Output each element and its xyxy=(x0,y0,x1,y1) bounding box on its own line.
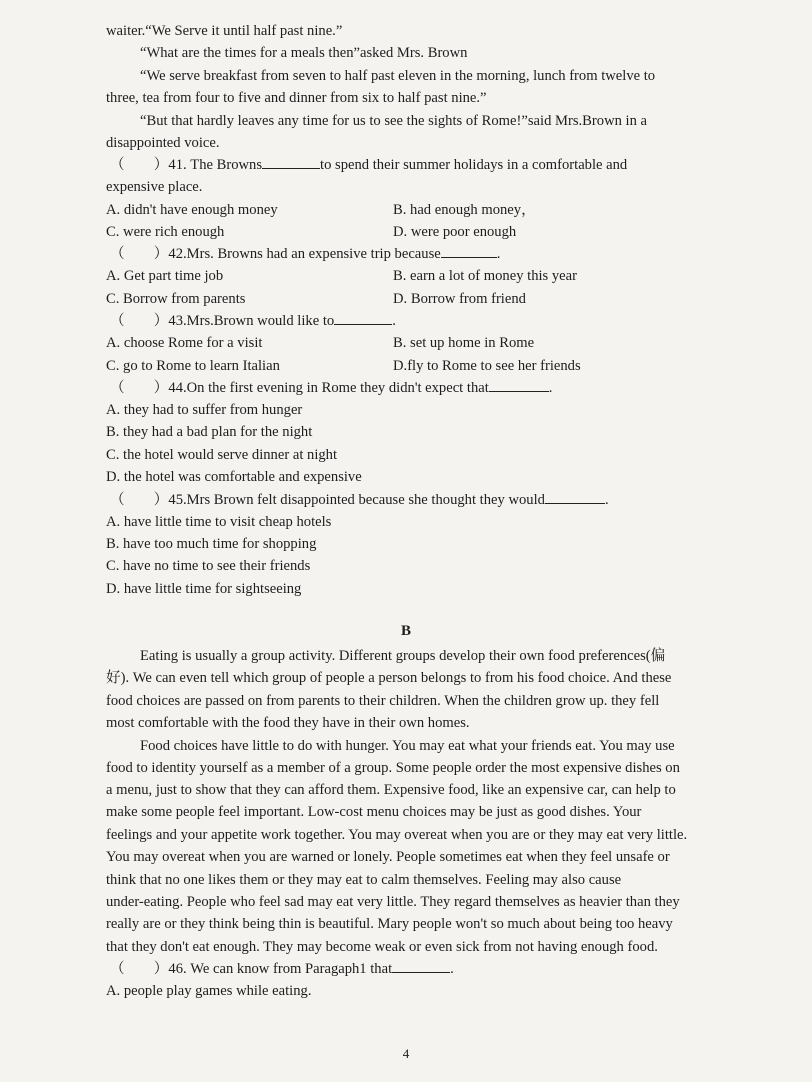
passage-b-line: really are or they think being thin is beautiful. Mary people won't so much about being too heavy xyxy=(106,916,673,932)
option-b: B. they had a bad plan for the night xyxy=(106,424,313,440)
answer-blank xyxy=(545,490,605,504)
question-44-stem: （ ）44.On the first evening in Rome they didn't expect that . xyxy=(110,380,553,396)
passage-b-line: feelings and your appetite work together. You may overeat when you are or they may eat very little. xyxy=(106,827,688,843)
answer-paren[interactable]: （ ） xyxy=(110,380,169,396)
passage-a-line: three, tea from four to five and dinner from six to half past nine.” xyxy=(106,90,487,106)
answer-blank xyxy=(489,378,549,392)
passage-b-line: Eating is usually a group activity. Different groups develop their own food preferences(偏 xyxy=(140,648,666,664)
option-d: D. the hotel was comfortable and expensive xyxy=(106,469,362,485)
answer-paren[interactable]: （ ） xyxy=(110,961,169,977)
option-d: D.fly to Rome to see her friends xyxy=(393,358,581,374)
question-43-stem: （ ）43.Mrs.Brown would like to . xyxy=(110,313,396,329)
passage-b-line: under-eating. People who feel sad may eat very little. They regard themselves as heavier than they xyxy=(106,894,680,910)
option-a: A. Get part time job xyxy=(106,268,224,284)
option-b: B. set up home in Rome xyxy=(393,335,535,351)
section-heading: B xyxy=(400,623,411,639)
option-c: C. have no time to see their friends xyxy=(106,558,311,574)
passage-a-line: “But that hardly leaves any time for us to see the sights of Rome!”said Mrs.Brown in a xyxy=(140,113,648,129)
passage-a-line: waiter.“We Serve it until half past nine.” xyxy=(106,23,343,39)
answer-blank xyxy=(334,311,392,325)
passage-a-line: “What are the times for a meals then”asked Mrs. Brown xyxy=(140,45,468,61)
option-a: A. have little time to visit cheap hotels xyxy=(106,514,332,530)
answer-blank xyxy=(392,959,450,973)
question-42-stem: （ ）42.Mrs. Browns had an expensive trip because . xyxy=(110,246,501,262)
option-a: A. they had to suffer from hunger xyxy=(106,402,303,418)
option-d: D. were poor enough xyxy=(393,224,517,240)
passage-a-line: “We serve breakfast from seven to half past eleven in the morning, lunch from twelve to xyxy=(140,68,656,84)
answer-paren[interactable]: （ ） xyxy=(110,313,169,329)
answer-paren[interactable]: （ ） xyxy=(110,246,169,262)
page-number: 4 xyxy=(402,1046,410,1061)
passage-b-line: food choices are passed on from parents to their children. When the children grow up. they fell xyxy=(106,693,660,709)
passage-b-line: You may overeat when you are warned or lonely. People sometimes eat when they feel unsafe or xyxy=(106,849,670,865)
passage-b-line: a menu, just to show that they can afford them. Expensive food, like an expensive car, can help to xyxy=(106,782,676,798)
option-d: D. Borrow from friend xyxy=(393,291,526,307)
answer-paren[interactable]: （ ） xyxy=(110,157,169,173)
option-b: B. had enough money， xyxy=(393,202,536,218)
passage-b-line: that they don't eat enough. They may become weak or even sick from not having enough food. xyxy=(106,939,658,955)
passage-b-line: food to identity yourself as a member of a group. Some people order the most expensive dishes on xyxy=(106,760,680,776)
option-b: B. have too much time for shopping xyxy=(106,536,317,552)
option-b: B. earn a lot of money this year xyxy=(393,268,577,284)
question-41-stem-cont: expensive place. xyxy=(106,179,203,195)
option-c: C. were rich enough xyxy=(106,224,225,240)
answer-paren[interactable]: （ ） xyxy=(110,492,169,508)
option-a: A. choose Rome for a visit xyxy=(106,335,263,351)
question-45-stem: （ ）45.Mrs Brown felt disappointed because she thought they would . xyxy=(110,492,609,508)
option-c: C. the hotel would serve dinner at night xyxy=(106,447,338,463)
passage-a-line: disappointed voice. xyxy=(106,135,220,151)
passage-b-line: make some people feel important. Low-cost menu choices may be just as good dishes. Your xyxy=(106,804,642,820)
answer-blank xyxy=(262,155,320,169)
option-a: A. didn't have enough money xyxy=(106,202,278,218)
option-a: A. people play games while eating. xyxy=(106,983,312,999)
option-c: C. go to Rome to learn Italian xyxy=(106,358,280,374)
question-41-stem: （ ）41. The Browns to spend their summer holidays in a comfortable and xyxy=(110,157,628,173)
passage-b-line: Food choices have little to do with hunger. You may eat what your friends eat. You may use xyxy=(140,738,675,754)
answer-blank xyxy=(441,244,497,258)
option-c: C. Borrow from parents xyxy=(106,291,246,307)
passage-b-line: 好). We can even tell which group of people a person belongs to from his food choice. And these xyxy=(106,670,672,686)
passage-b-line: most comfortable with the food they have in their own homes. xyxy=(106,715,470,731)
passage-b-line: think that no one likes them or they may eat to calm themselves. Feeling may also cause xyxy=(106,872,622,888)
option-d: D. have little time for sightseeing xyxy=(106,581,302,597)
question-46-stem: （ ）46. We can know from Paragaph1 that . xyxy=(110,961,454,977)
